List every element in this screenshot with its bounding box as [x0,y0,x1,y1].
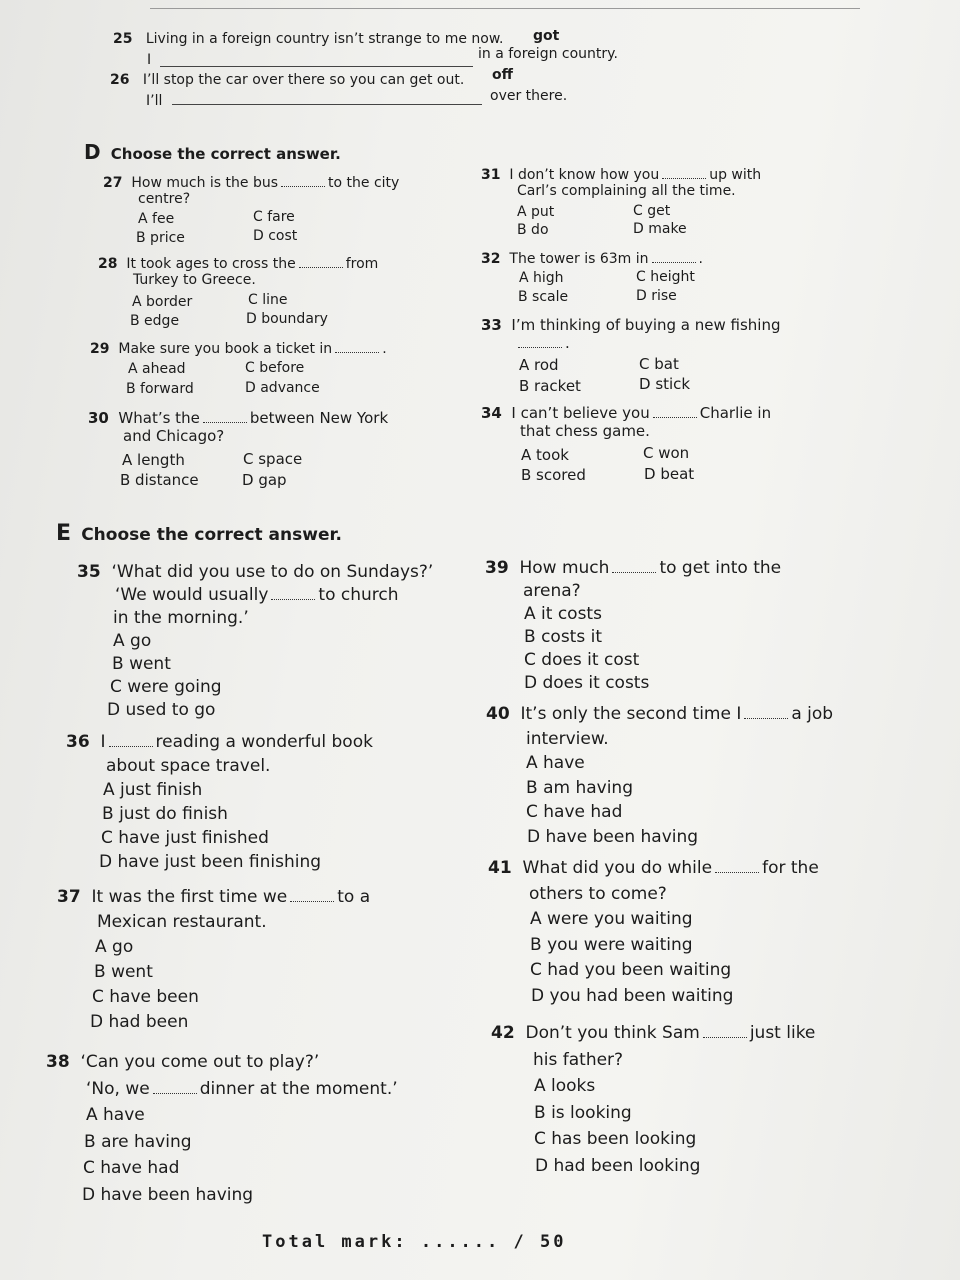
q35-option-d[interactable]: D used to go [107,700,216,720]
q30-option-b[interactable]: B distance [120,471,199,489]
q33-blank[interactable] [518,337,562,348]
q37-blank[interactable] [290,891,334,902]
section-d-title: Choose the correct answer. [110,145,341,163]
q42-stem-line2: his father? [533,1049,624,1070]
q38-number: 38 [46,1052,70,1072]
q41-stem: What did you do while [522,858,713,878]
q29-option-d[interactable]: D advance [245,380,320,396]
q35-option-a[interactable]: A go [113,631,152,651]
q28-option-a[interactable]: A border [132,294,193,310]
q36-option-a[interactable]: A just finish [103,780,203,800]
q40-option-d[interactable]: D have been having [527,826,699,847]
q28-option-d[interactable]: D boundary [246,311,328,327]
q35-stem-line2: ‘We would usually [115,585,269,605]
q41-blank[interactable] [715,862,759,873]
q38-stem-line2: ‘No, we [86,1078,150,1099]
q34-stem: I can’t believe you [511,404,650,422]
q28-option-c[interactable]: C line [248,292,288,308]
q42-number: 42 [491,1023,515,1043]
q35-number: 35 [77,562,101,582]
q32-option-a[interactable]: A high [519,270,564,286]
q38-stem: ‘Can you come out to play?’ [80,1052,320,1072]
q42-option-a[interactable]: A looks [534,1076,596,1096]
q40-option-b[interactable]: B am having [526,777,633,798]
q33-option-a[interactable]: A rod [519,356,559,374]
q33-option-c[interactable]: C bat [639,355,679,373]
q34-blank[interactable] [653,407,697,418]
q27-option-a[interactable]: A fee [138,211,175,227]
q31 [481,167,821,242]
q25-start: I [147,52,152,68]
q36-stem-line2: about space travel. [106,756,271,776]
q40 [486,702,856,852]
q37-option-b[interactable]: B went [94,962,153,982]
q29-number: 29 [90,341,110,357]
total-mark-label: Total mark: [262,1232,408,1252]
q38-option-d[interactable]: D have been having [82,1184,254,1205]
q39-stem-cont: to get into the [659,558,782,578]
section-d-heading [84,140,341,164]
q26-keyword: off [492,67,513,83]
q38-stem-cont: dinner at the moment.’ [199,1078,398,1099]
q38 [46,1049,466,1209]
q37-option-c[interactable]: C have been [92,987,199,1007]
q36-stem-cont: reading a wonderful book [155,732,373,752]
q28-stem: It took ages to cross the [126,256,296,272]
q34 [481,404,821,489]
q29-option-a[interactable]: A ahead [128,361,186,377]
q30-stem-cont: between New York [249,409,389,427]
q36-stem: I [100,732,106,752]
q26-number: 26 [110,72,130,88]
q29-blank[interactable] [335,342,379,353]
q35-blank[interactable] [271,589,315,600]
q32 [481,251,821,311]
section-e-title: Choose the correct answer. [81,525,342,545]
q33-option-b[interactable]: B racket [519,377,581,395]
q28-stem-cont: from [345,256,379,272]
q31-option-c[interactable]: C get [633,203,671,219]
q37-stem-line2: Mexican restaurant. [97,912,267,932]
q42-option-c[interactable]: C has been looking [534,1129,697,1149]
q26-answer-line[interactable] [172,104,482,105]
q42 [491,1020,861,1180]
section-e-letter: E [56,521,72,546]
q32-option-d[interactable]: D rise [636,288,677,304]
q40-blank[interactable] [744,708,788,719]
q33-stem-end: . [565,334,570,352]
q35 [77,561,467,721]
q26-line [110,72,464,88]
q34-option-c[interactable]: C won [643,444,690,462]
q40-number: 40 [486,704,510,724]
q32-option-c[interactable]: C height [636,269,695,285]
q36-option-d[interactable]: D have just been finishing [99,852,322,872]
q41-option-b[interactable]: B you were waiting [530,934,693,955]
q39-stem: How much [519,558,610,578]
q30-number: 30 [88,409,109,427]
q30-option-d[interactable]: D gap [242,471,287,489]
q28-blank[interactable] [299,257,343,268]
q32-stem-end: . [698,251,703,267]
q31-option-a[interactable]: A put [517,204,555,220]
q34-stem-cont: Charlie in [699,404,772,422]
q34-number: 34 [481,404,502,422]
q27-option-d[interactable]: D cost [253,228,298,244]
q28-stem-line2: Turkey to Greece. [133,272,256,288]
q25-line [113,31,503,47]
q33 [481,316,821,396]
q33-option-d[interactable]: D stick [639,375,691,393]
q40-option-a[interactable]: A have [526,753,585,773]
q27-stem-cont: to the city [328,175,400,191]
section-e-heading [56,521,342,546]
q39-number: 39 [485,558,509,578]
q36 [66,730,466,875]
q31-option-d[interactable]: D make [633,221,687,237]
q31-blank[interactable] [662,168,706,179]
q25-text: Living in a foreign country isn’t strange to me now. [145,31,504,47]
q30-option-a[interactable]: A length [122,451,185,469]
q38-option-c[interactable]: C have had [83,1158,180,1178]
q34-option-b[interactable]: B scored [521,466,586,484]
q40-stem: It’s only the second time I [520,704,742,724]
q36-option-c[interactable]: C have just finished [101,828,269,848]
q34-option-a[interactable]: A took [521,446,569,464]
q39-option-d[interactable]: D does it costs [524,673,650,693]
q36-number: 36 [66,732,90,752]
q35-option-b[interactable]: B went [112,654,171,674]
q29-stem-end: . [382,341,387,357]
q42-option-d[interactable]: D had been looking [535,1155,701,1176]
q29-stem: Make sure you book a ticket in [118,341,333,357]
q27 [103,175,443,250]
q26-start: I’ll [146,93,163,109]
q39 [485,557,845,697]
q41 [488,856,858,1011]
q29 [90,341,450,401]
q25-keyword: got [533,28,560,44]
q30-option-c[interactable]: C space [243,450,303,468]
q38-blank[interactable] [153,1083,197,1094]
q26-text: I’ll stop the car over there so you can get out. [142,72,465,88]
q41-number: 41 [488,858,512,878]
q42-blank[interactable] [703,1027,747,1038]
q36-option-b[interactable]: B just do finish [102,804,228,824]
q42-stem-cont: just like [749,1023,816,1043]
q30 [88,409,448,494]
q30-stem: What’s the [118,409,200,427]
q30-blank[interactable] [203,412,247,423]
q39-option-c[interactable]: C does it cost [524,650,640,670]
q35-stem-cont: to church [318,585,399,605]
q37-number: 37 [57,887,81,907]
q26-end: over there. [490,88,568,104]
q40-stem-line2: interview. [526,728,609,749]
q35-option-c[interactable]: C were going [110,677,222,697]
q36-blank[interactable] [109,736,153,747]
q31-stem-cont: up with [709,167,762,183]
q40-stem-cont: a job [791,704,834,724]
q25-number: 25 [113,31,133,47]
q27-stem-line2: centre? [138,191,191,207]
q41-option-a[interactable]: A were you waiting [530,909,693,929]
q33-number: 33 [481,316,502,334]
q41-option-c[interactable]: C had you been waiting [530,960,732,980]
q37-option-a[interactable]: A go [95,937,134,957]
q32-stem: The tower is 63m in [509,251,649,267]
q28-number: 28 [98,256,118,272]
q32-blank[interactable] [652,252,696,263]
q41-stem-line2: others to come? [529,883,667,904]
q42-stem: Don’t you think Sam [525,1023,700,1043]
q32-option-b[interactable]: B scale [518,289,569,305]
total-mark-max: / 50 [513,1232,567,1252]
q39-blank[interactable] [612,562,656,573]
q38-option-b[interactable]: B are having [84,1131,192,1152]
q30-stem-line2: and Chicago? [123,427,225,445]
q38-option-a[interactable]: A have [86,1105,145,1125]
q39-option-a[interactable]: A it costs [524,604,602,624]
q25-answer-line[interactable] [160,66,473,67]
q29-option-b[interactable]: B forward [126,381,194,397]
q31-stem: I don’t know how you [509,167,660,183]
q25-end: in a foreign country. [478,46,618,62]
q35-stem-line3: in the morning.’ [113,608,249,628]
q27-option-c[interactable]: C fare [253,209,295,225]
q42-option-b[interactable]: B is looking [534,1102,632,1123]
q28 [98,256,438,336]
q33-stem: I’m thinking of buying a new fishing [511,316,781,334]
q27-blank[interactable] [281,176,325,187]
q28-option-b[interactable]: B edge [130,313,180,329]
top-rule [150,8,860,9]
total-mark-score[interactable]: ...... [420,1232,501,1252]
q37-option-d[interactable]: D had been [90,1012,189,1032]
q27-stem: How much is the bus [131,175,279,191]
q41-option-d[interactable]: D you had been waiting [531,985,734,1006]
q37-stem: It was the first time we [91,887,288,907]
q41-stem-cont: for the [762,858,819,878]
q31-option-b[interactable]: B do [517,222,549,238]
q31-number: 31 [481,167,501,183]
q39-option-b[interactable]: B costs it [524,627,602,647]
q35-stem: ‘What did you use to do on Sundays?’ [111,562,434,582]
q29-option-c[interactable]: C before [245,360,305,376]
q27-number: 27 [103,175,123,191]
q31-stem-line2: Carl’s complaining all the time. [517,183,736,199]
q37-stem-cont: to a [337,887,371,907]
total-mark [262,1232,566,1252]
q39-stem-line2: arena? [523,581,581,601]
q27-option-b[interactable]: B price [136,230,185,246]
q34-stem-line2: that chess game. [520,422,650,440]
q40-option-c[interactable]: C have had [526,802,623,822]
q37 [57,885,467,1035]
q34-option-d[interactable]: D beat [644,465,695,483]
q32-number: 32 [481,251,501,267]
section-d-letter: D [84,140,101,164]
